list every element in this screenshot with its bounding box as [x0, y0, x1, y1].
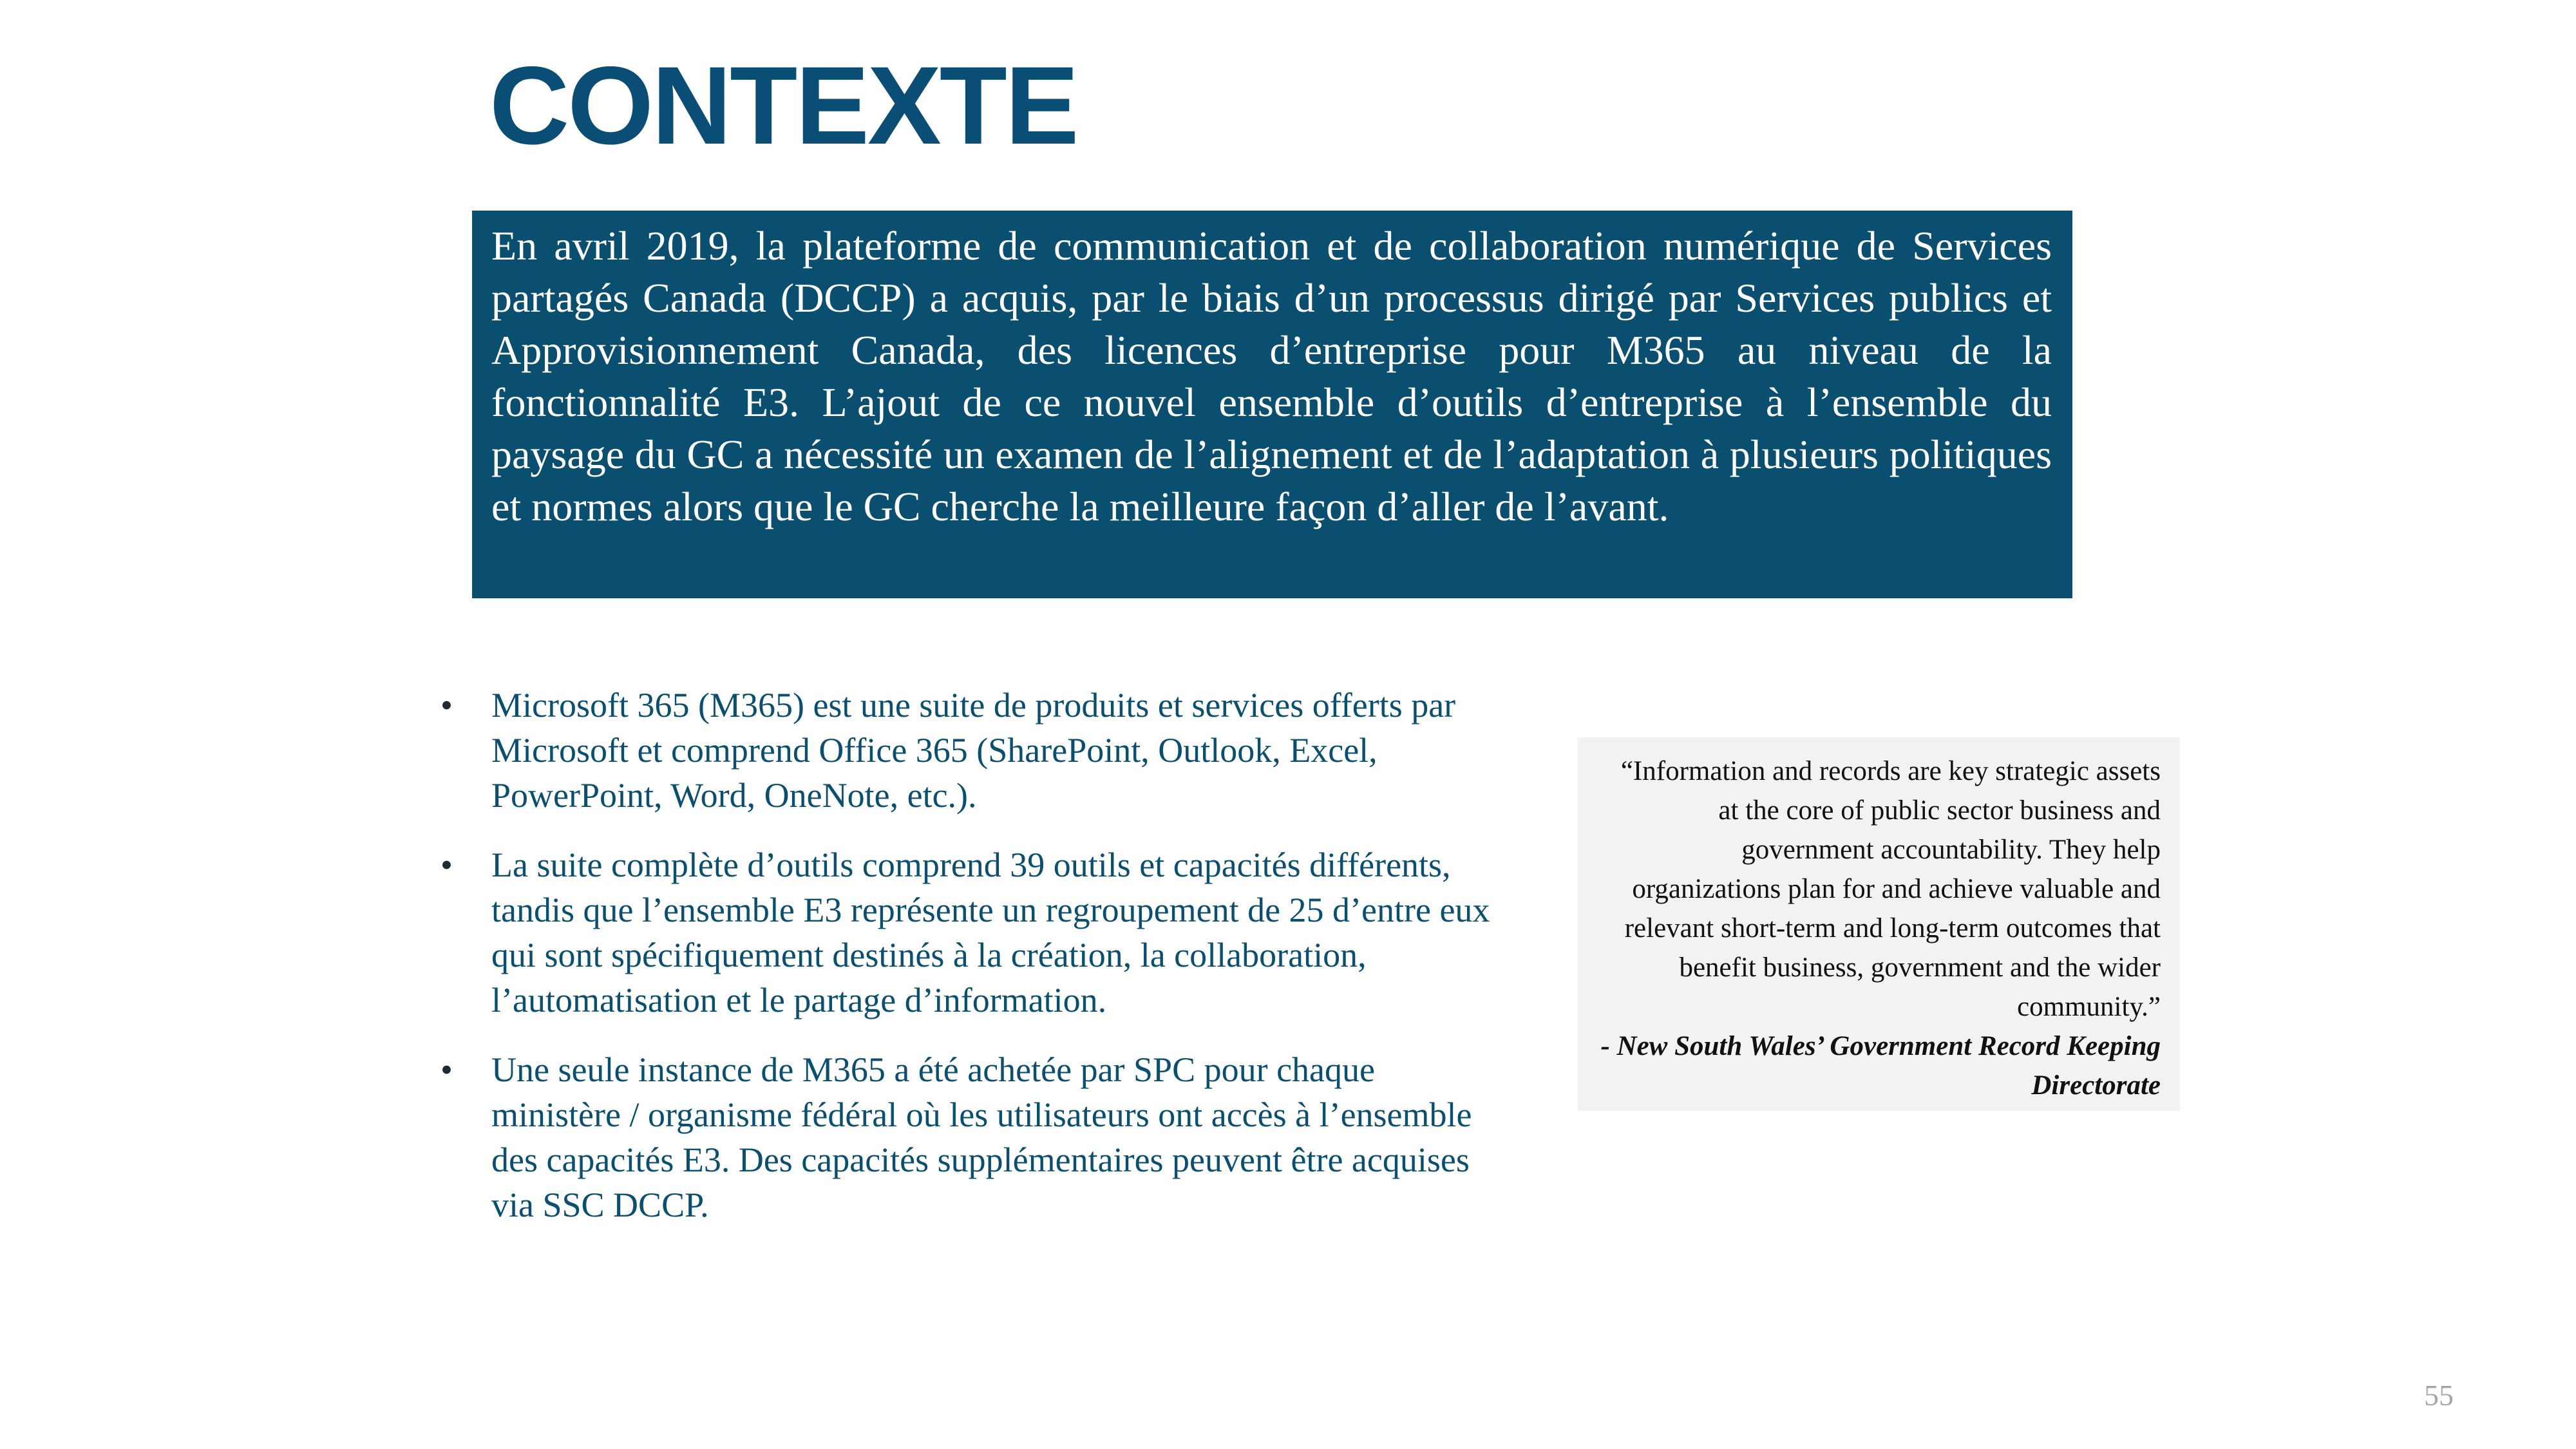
- quote-source-name: New South Wales’ Government Record Keeping Directorate: [1616, 1031, 2161, 1101]
- bullet-text: Microsoft 365 (M365) est une suite de produits et services offerts par Microsoft et comprend Office 365 (SharePoint, Outlook, Excel, PowerPoint, Word, OneNote, etc.).: [491, 686, 1456, 815]
- bullet-icon: •: [440, 846, 453, 884]
- intro-box: [472, 211, 2072, 598]
- quote-source-dash: -: [1600, 1031, 1617, 1061]
- quote-box: [1578, 737, 2180, 1111]
- page-number: 55: [2424, 1379, 2454, 1412]
- bullet-text: Une seule instance de M365 a été achetée par SPC pour chaque ministère / organisme fédéral où les utilisateurs ont accès à l’ensemble des capacités E3. Des capacités supplémentaires peuvent être acquises via SSC DCCP.: [491, 1050, 1472, 1224]
- bullet-list: [438, 683, 1507, 1252]
- quote-source: [1597, 1027, 2161, 1105]
- bullet-item: [438, 683, 1507, 818]
- bullet-item: [438, 842, 1507, 1023]
- bullet-text: La suite complète d’outils comprend 39 outils et capacités différents, tandis que l’ensemble E3 représente un regroupement de 25 d’entre eux qui sont spécifiquement destinés à la création, la collaboration, l’automatisation et le partage d’information.: [491, 846, 1490, 1019]
- intro-text: En avril 2019, la plateforme de communication et de collaboration numérique de Services partagés Canada (DCCP) a acquis, par le biais d’un processus dirigé par Services publics et Approvisionnement Canada, des licences d’entreprise pour M365 au niveau de la fonctionnalité E3. L’ajout de ce nouvel ensemble d’outils d’entreprise à l’ensemble du paysage du GC a nécessité un examen de l’alignement et de l’adaptation à plusieurs politiques et normes alors que le GC cherche la meilleure façon d’aller de l’avant.: [491, 223, 2052, 529]
- bullet-icon: •: [440, 686, 453, 724]
- bullet-item: [438, 1047, 1507, 1227]
- quote-text: “Information and records are key strategic assets at the core of public sector business and government accountability. They help organizations plan for and achieve valuable and relevant short-term and long-term outcomes that benefit business, government and the wider community.”: [1620, 756, 2161, 1022]
- bullet-icon: •: [440, 1050, 453, 1089]
- slide-title: CONTEXTE: [489, 44, 1077, 167]
